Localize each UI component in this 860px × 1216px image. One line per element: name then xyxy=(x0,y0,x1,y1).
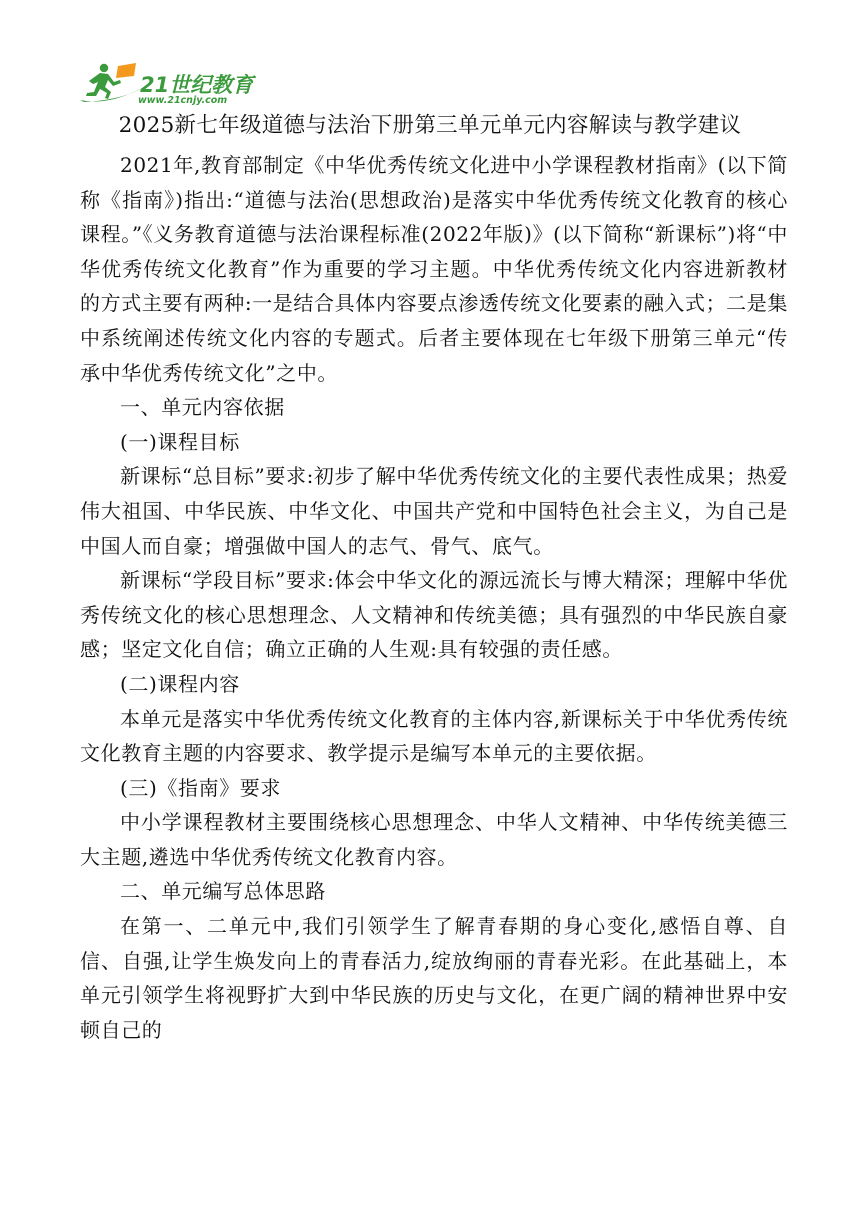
logo-brand-text: 21世纪教育 xyxy=(140,73,254,97)
logo-url-text: www.21cnjy.com xyxy=(138,95,228,106)
heading-unit-basis: 一、单元内容依据 xyxy=(120,395,285,420)
subheading-guide-requirements: (三)《指南》要求 xyxy=(120,775,282,800)
heading-writing-approach: 二、单元编写总体思路 xyxy=(120,879,326,904)
document-body xyxy=(80,148,788,1047)
paragraph-course-content: 本单元是落实中华优秀传统文化教育的主体内容,新课标关于中华优秀传统文化教育主题的内容要求、教学提示是编写本单元的主要依据。 xyxy=(80,706,788,766)
paragraph-writing-approach: 在第一、二单元中,我们引领学生了解青春期的身心变化,感悟自尊、自信、自强,让学生焕发向上的青春活力,绽放绚丽的青春光彩。在此基础上，本单元引领学生将视野扩大到中华民族的历史与文化，在更广阔的精神世界中安顿自己的 xyxy=(80,914,788,1042)
running-figure-icon xyxy=(78,60,258,106)
site-logo xyxy=(78,60,258,106)
paragraph-guide-requirements: 中小学课程教材主要围绕核心思想理念、中华人文精神、中华传统美德三大主题,遴选中华优秀传统文化教育内容。 xyxy=(80,810,788,869)
paragraph-overall-goals: 新课标“总目标”要求:初步了解中华优秀传统文化的主要代表性成果；热爱伟大祖国、中华民族、中华文化、中国共产党和中国特色社会主义，为自己是中国人而自豪；增强做中国人的志气、骨气、底气。 xyxy=(80,464,788,558)
paragraph-intro: 2021年,教育部制定《中华优秀传统文化进中小学课程教材指南》(以下简称《指南》)指出:“道德与法治(思想政治)是落实中华优秀传统文化教育的核心课程。”《义务教育道德与法治课程标准(2022年版)》(以下简称“新课标”)将“中华优秀传统文化教育”作为重要的学习主题。中华优秀传统文化内容进新教材的方式主要有两种:一是结合具体内容要点渗透传统文化要素的融入式；二是集中系统阐述传统文化内容的专题式。后者主要体现在七年级下册第三单元“传承中华优秀传统文化”之中。 xyxy=(80,153,788,385)
subheading-course-goals: (一)课程目标 xyxy=(120,429,240,454)
paragraph-stage-goals: 新课标“学段目标”要求:体会中华文化的源远流长与博大精深；理解中华优秀传统文化的核心思想理念、人文精神和传统美德；具有强烈的中华民族自豪感；坚定文化自信；确立正确的人生观:具有较强的责任感。 xyxy=(80,568,788,662)
document-title: 2025新七年级道德与法治下册第三单元单元内容解读与教学建议 xyxy=(118,113,742,138)
subheading-course-content: (二)课程内容 xyxy=(120,671,240,696)
